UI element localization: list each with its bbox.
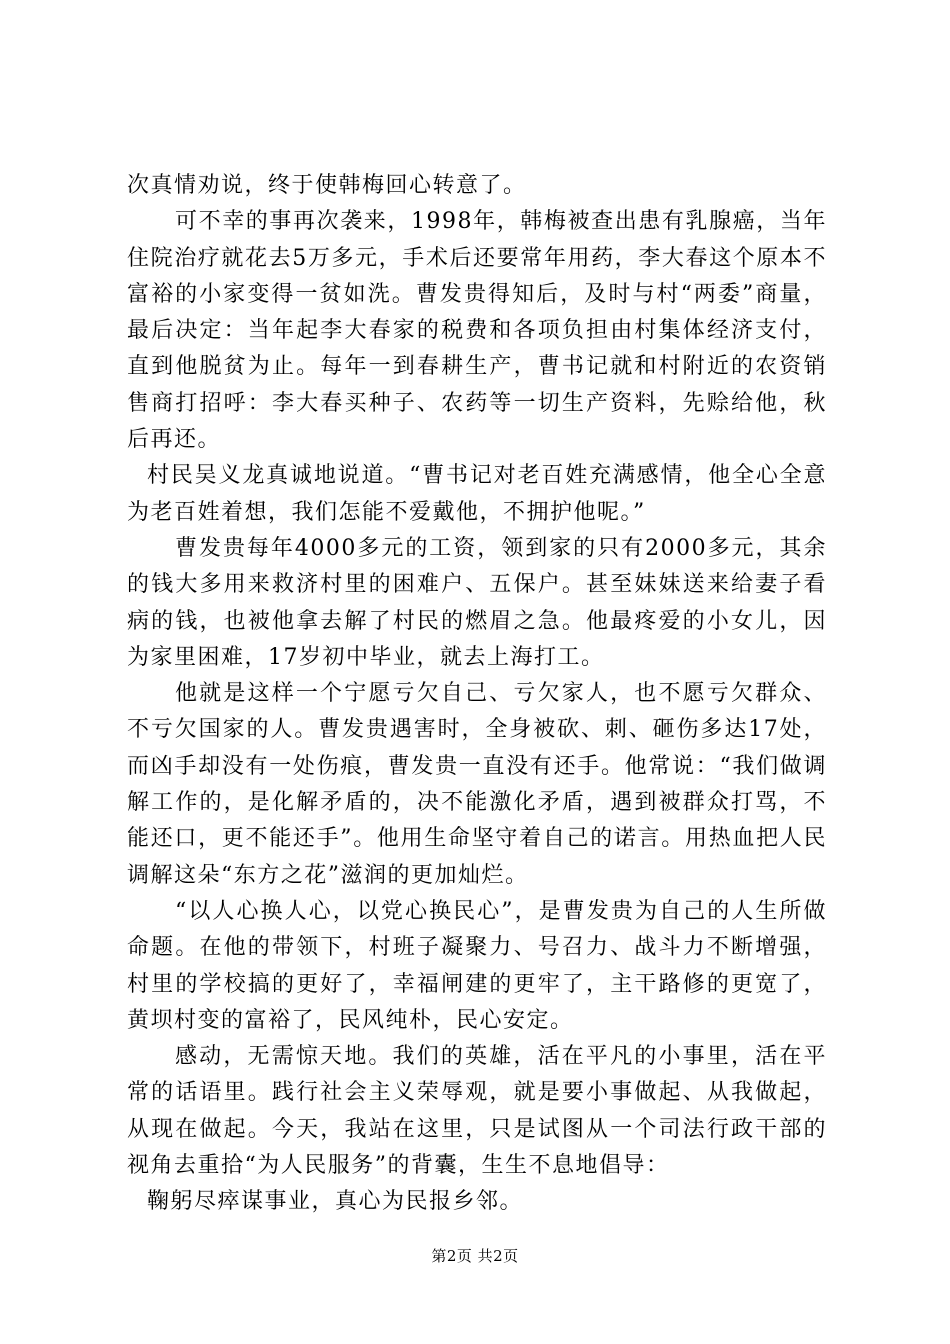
paragraph-closing-couplet: 鞠躬尽瘁谋事业，真心为民报乡邻。: [147, 1189, 524, 1215]
paragraph-conclusion: 感动，无需惊天地。我们的英雄，活在平凡的小事里，活在平常的话语里。践行社会主义荣辱观，就是要小事做起、从我做起，从现在做起。今天，我站在这里，只是试图从一个司法行政干部的视角去重拾“为人民服务”的背囊，生生不息地倡导：: [127, 1044, 827, 1179]
paragraph-continuation: 次真情劝说，终于使韩梅回心转意了。: [127, 173, 527, 198]
paragraph-villager-quote: 村民吴义龙真诚地说道。“曹书记对老百姓充满感情，他全心全意为老百姓着想，我们怎能不爱戴他，不拥护他呢。”: [127, 463, 827, 525]
page-footer: [0, 1245, 950, 1266]
paragraph-salary: 曹发贵每年4000多元的工资，领到家的只有2000多元，其余的钱大多用来救济村里的困难户、五保户。甚至妹妹送来给妻子看病的钱，也被他拿去解了村民的燃眉之急。他最疼爱的小女儿，因为家里困难，17岁初中毕业，就去上海打工。: [127, 535, 827, 670]
paragraph-sacrifice: 他就是这样一个宁愿亏欠自己、亏欠家人，也不愿亏欠群众、不亏欠国家的人。曹发贵遇害时，全身被砍、刺、砸伤多达17处，而凶手却没有一处伤痕，曹发贵一直没有还手。他常说：“我们做调解工作的，是化解矛盾的，决不能激化矛盾，遇到被群众打骂，不能还口，更不能还手”。他用生命坚守着自己的诺言。用热血把人民调解这朵“东方之花”滋润的更加灿烂。: [127, 681, 827, 888]
page-number: 第2页 共2页: [431, 1247, 519, 1265]
paragraph-misfortune: 可不幸的事再次袭来，1998年，韩梅被查出患有乳腺癌，当年住院治疗就花去5万多元，手术后还要常年用药，李大春这个原本不富裕的小家变得一贫如洗。曹发贵得知后，及时与村“两委”商量，最后决定：当年起李大春家的税费和各项负担由村集体经济支付，直到他脱贫为止。每年一到春耕生产，曹书记就和村附近的农资销售商打招呼：李大春买种子、农药等一切生产资料，先赊给他，秋后再还。: [127, 209, 827, 453]
document-body: [127, 168, 827, 1221]
paragraph-motto: “以人心换人心，以党心换民心”，是曹发贵为自己的人生所做命题。在他的带领下，村班子凝聚力、号召力、战斗力不断增强，村里的学校搞的更好了，幸福闸建的更牢了，主干路修的更宽了，黄坝村变的富裕了，民风纯朴，民心安定。: [127, 898, 827, 1033]
